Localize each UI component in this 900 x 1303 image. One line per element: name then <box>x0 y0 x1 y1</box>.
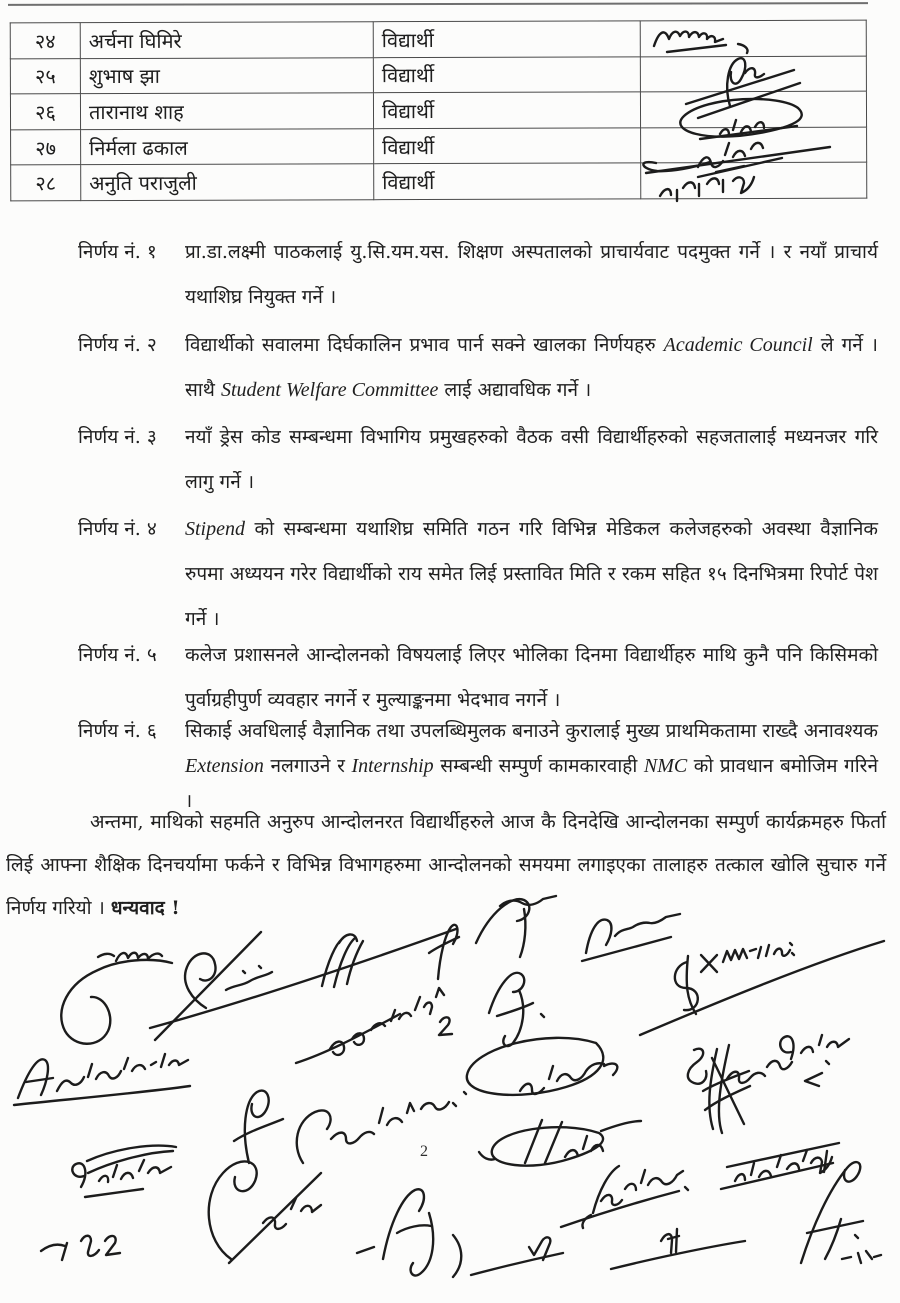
sig-dki <box>150 925 459 1040</box>
sig-bracket-vy <box>453 1235 563 1277</box>
row-number: २४ <box>10 23 80 59</box>
decision-label: निर्णय नं. ३ <box>78 426 157 448</box>
page-number: 2 <box>420 1143 428 1160</box>
decision-text-segment: सम्बन्धी सम्पुर्ण कामकारवाही <box>433 755 644 777</box>
decision-text-segment: को प्रावधान बमोजिम गरिने । <box>185 755 878 812</box>
decision-label: निर्णय नं. ४ <box>78 518 157 540</box>
sig-oval-luthal <box>467 1038 618 1095</box>
decision-text-english: Internship <box>351 755 434 777</box>
attendee-signature-table <box>10 20 868 202</box>
table-row <box>10 20 866 58</box>
decision-text-english: Academic Council <box>663 334 813 356</box>
table-cutoff-line <box>8 2 868 6</box>
table-row <box>10 91 866 129</box>
signature-cell <box>640 56 866 92</box>
attendee-name: शुभाष झा <box>80 57 373 94</box>
signature-cell <box>640 91 866 127</box>
decision-label: निर्णय नं. १ <box>78 241 157 263</box>
attendee-role: विद्यार्थी <box>373 21 640 57</box>
attendee-name: अनुति पराजुली <box>81 164 374 201</box>
sig-juy <box>357 1189 433 1275</box>
decision-text-segment: प्रा.डा.लक्ष्मी पाठकलाई यु.सि.यम.यस. शिक्षण अस्पतालको प्राचार्यवाट पदमुक्त गर्ने । र नयाँ प्राचार्य यथाशिघ्र नियुक्त गर्ने । <box>185 241 878 308</box>
attendee-role: विद्यार्थी <box>374 163 641 199</box>
bottom-signatures-layer <box>0 890 900 1303</box>
decision-text <box>185 230 878 320</box>
table-row <box>11 127 867 165</box>
decision-text <box>185 323 878 413</box>
attendee-role: विद्यार्थी <box>373 92 640 128</box>
signature-cell <box>640 20 866 56</box>
decision-text-segment: नलगाउने र <box>263 755 352 777</box>
sig-canthee <box>297 1092 466 1163</box>
sig-zlv <box>41 1236 120 1260</box>
sig-khatiwada <box>14 1054 190 1105</box>
sig-hy-line <box>611 1229 745 1269</box>
sig-bk-slash <box>640 941 884 1035</box>
sig-santosh <box>561 1166 688 1228</box>
table-row <box>10 56 866 94</box>
decision-text-segment: को सम्बन्धमा यथाशिघ्र समिति गठन गरि विभिन्न मेडिकल कलेजहरुको अवस्था वैज्ञानिक रुपमा अध्ययन गरेर विद्यार्थीको राय समेत लिई प्रस्तावित मिति र रकम सहित १५ दिनभित्रमा रिपोर्ट पेश गर्ने । <box>185 518 878 630</box>
row-number: २८ <box>11 165 81 201</box>
decision-text <box>185 507 878 642</box>
decision-text-english: NMC <box>643 755 688 777</box>
sig-dev-scribble <box>72 1146 176 1197</box>
decision-text-segment: ले गर्ने । साथै <box>185 334 878 401</box>
table-row <box>11 163 867 201</box>
closing-paragraph <box>6 801 886 930</box>
attendee-name: अर्चना घिमिरे <box>80 22 373 59</box>
sig-dhakal-oval <box>479 1120 641 1166</box>
decision-text-segment: लाई अद्यावधिक गर्ने । <box>438 379 592 401</box>
decision-text <box>185 633 878 723</box>
row-number: २६ <box>10 94 80 130</box>
decision-label: निर्णय नं. ६ <box>78 720 157 742</box>
signature-cell <box>641 127 867 163</box>
sig-bhandari <box>688 1035 849 1133</box>
sig-pry-loop <box>209 1091 321 1263</box>
attendee-role: विद्यार्थी <box>374 128 641 164</box>
closing-thanks: धन्यवाद ! <box>110 897 180 919</box>
row-number: २५ <box>10 58 80 94</box>
decision-text-segment: नयाँ ड्रेस कोड सम्बन्धमा विभागिय प्रमुखहरुको वैठक वसी विद्यार्थीहरुको सहजतालाई मध्यनजर गरि लागु गर्ने । <box>185 426 878 493</box>
decision-text <box>185 415 878 505</box>
sig-loop-initial <box>61 953 172 1044</box>
decision-text-english: Student Welfare Committee <box>220 379 439 401</box>
attendee-name: तारानाथ शाह <box>80 93 373 130</box>
decision-text-segment: सिकाई अवधिलाई वैज्ञानिक तथा उपलब्धिमुलक बनाउने कुरालाई मुख्य प्राथमिकतामा राख्दै अनावश्यक <box>185 720 878 742</box>
decision-text-english: Stipend <box>185 518 245 540</box>
decision-text-segment: कलेज प्रशासनले आन्दोलनको विषयलाई लिएर भोलिका दिनमा विद्यार्थीहरु माथि कुनै पनि किसिमको पुर्वाग्रहीपुर्ण व्यवहार नगर्ने र मुल्याङ्कनमा भेदभाव नगर्ने । <box>185 644 878 711</box>
sig-forjeelit <box>296 988 452 1063</box>
sig-parajuli-boxed <box>721 1143 839 1189</box>
decision-text-segment: विद्यार्थीको सवालमा दिर्घकालिन प्रभाव पार्न सक्ने खालका निर्णयहरु <box>185 334 664 356</box>
row-number: २७ <box>11 129 81 165</box>
sig-a-cross <box>801 1162 863 1263</box>
closing-text: अन्तमा, माथिको सहमति अनुरुप आन्दोलनरत विद्यार्थीहरुले आज कै दिनदेखि आन्दोलनका सम्पुर्ण कार्यक्रमहरु फिर्ता लिई आफ्ना शैक्षिक दिनचर्यामा फर्कने र विभिन्न विभागहरुमा आन्दोलनको समयमा लगाइएका तालाहरु तत्काल खोलि सुचारु गर्ने निर्णय गरियो । <box>6 811 886 919</box>
sig-anj <box>489 973 544 1046</box>
sig-faint-marks <box>842 1251 881 1263</box>
decision-text-english: Extension <box>185 755 264 777</box>
attendee-name: निर्मला ढकाल <box>81 128 374 165</box>
attendee-role: विद्यार्थी <box>373 56 640 92</box>
decision-label: निर्णय नं. ५ <box>78 644 157 666</box>
signature-cell <box>641 163 867 199</box>
decision-label: निर्णय नं. २ <box>78 334 157 356</box>
